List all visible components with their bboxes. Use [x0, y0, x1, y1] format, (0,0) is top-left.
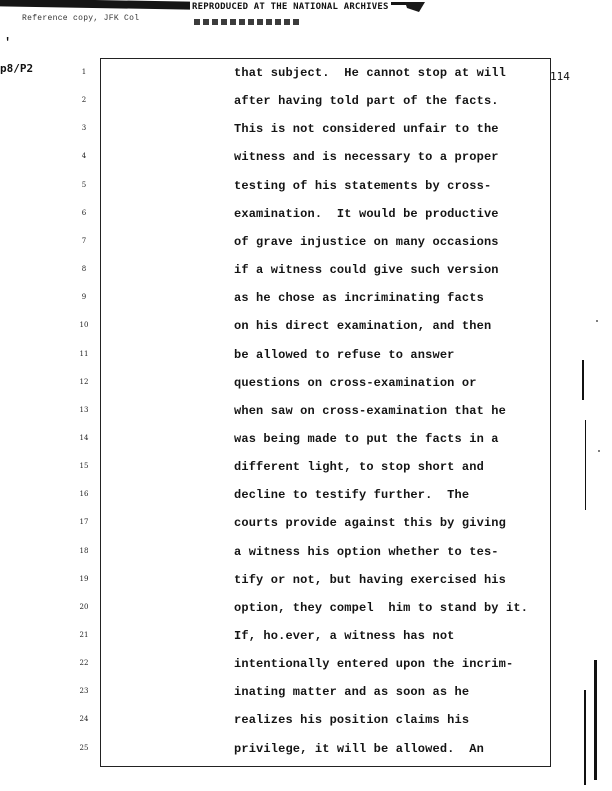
line-number: 22 [79, 659, 89, 668]
line-number: 7 [81, 236, 87, 245]
scan-edge-bar [0, 0, 190, 10]
transcript-line: If, ho.ever, a witness has not [234, 629, 455, 643]
line-number: 5 [81, 180, 87, 189]
transcript-line: as he chose as incriminating facts [234, 291, 484, 306]
line-number: 21 [79, 631, 89, 639]
transcript-line: realizes his position claims his [234, 713, 470, 728]
transcript-line: when saw on cross-examination that he [234, 403, 506, 418]
scan-speck [598, 450, 600, 452]
left-margin-mark: ' [4, 36, 12, 50]
line-number: 3 [81, 124, 87, 133]
line-number: 18 [79, 546, 89, 555]
transcript-line: questions on cross-examination or [234, 375, 477, 390]
page-number: 114 [550, 70, 570, 83]
transcript-line: witness and is necessary to a proper [234, 150, 499, 165]
transcript-line: intentionally entered upon the incrim- [234, 657, 514, 672]
right-edge-mark [584, 690, 586, 785]
stamp-sub-mark [194, 19, 300, 25]
transcript-line: inating matter and as soon as he [234, 685, 470, 700]
transcript-line: was being made to put the facts in a [234, 431, 499, 446]
reference-copy-label: Reference copy, JFK Col [22, 14, 140, 23]
transcript-line: that subject. He cannot stop at will [234, 66, 506, 80]
transcript-line: if a witness could give such version [234, 263, 499, 278]
line-number: 20 [79, 602, 89, 611]
line-number: 4 [81, 152, 87, 161]
line-number: 1 [81, 68, 87, 76]
transcript-line: examination. It would be productive [234, 206, 499, 221]
right-edge-mark [594, 660, 597, 780]
transcript-line: testing of his statements by cross- [234, 178, 492, 193]
right-edge-mark [585, 420, 586, 510]
transcript-line: privilege, it will be allowed. An [234, 741, 484, 756]
line-number: 23 [79, 687, 89, 696]
transcript-line: be allowed to refuse to answer [234, 347, 455, 362]
transcript-line: This is not considered unfair to the [234, 122, 499, 137]
line-number: 11 [79, 349, 89, 358]
line-number: 6 [81, 208, 87, 217]
line-number: 16 [79, 490, 89, 499]
page-id-label: p8/P2 [0, 62, 34, 75]
line-number: 2 [81, 96, 87, 105]
line-number: 25 [79, 743, 89, 752]
line-number: 14 [79, 433, 89, 442]
transcript-line: decline to testify further. The [234, 488, 470, 503]
line-number: 12 [79, 377, 89, 386]
line-number: 13 [79, 405, 89, 414]
line-number: 8 [81, 265, 87, 274]
transcript-line: on his direct examination, and then [234, 319, 492, 334]
archives-stamp: REPRODUCED AT THE NATIONAL ARCHIVES [192, 2, 389, 12]
stamp-tail-mark [405, 2, 425, 12]
right-edge-mark [582, 360, 584, 400]
transcript-line: after having told part of the facts. [234, 94, 499, 109]
line-number: 10 [79, 321, 89, 330]
transcript-line: of grave injustice on many occasions [234, 234, 499, 249]
line-number: 17 [79, 518, 89, 527]
scan-speck [596, 320, 598, 322]
transcript-line: tify or not, but having exercised his [234, 572, 506, 587]
line-number: 15 [79, 462, 89, 471]
line-number: 19 [79, 574, 89, 583]
transcript-line: courts provide against this by giving [234, 516, 506, 531]
transcript-line: a witness his option whether to tes- [234, 544, 499, 559]
transcript-line: different light, to stop short and [234, 460, 484, 475]
line-number: 24 [79, 715, 89, 724]
transcript-line: option, they compel him to stand by it. [234, 600, 529, 615]
line-number: 9 [81, 293, 87, 302]
